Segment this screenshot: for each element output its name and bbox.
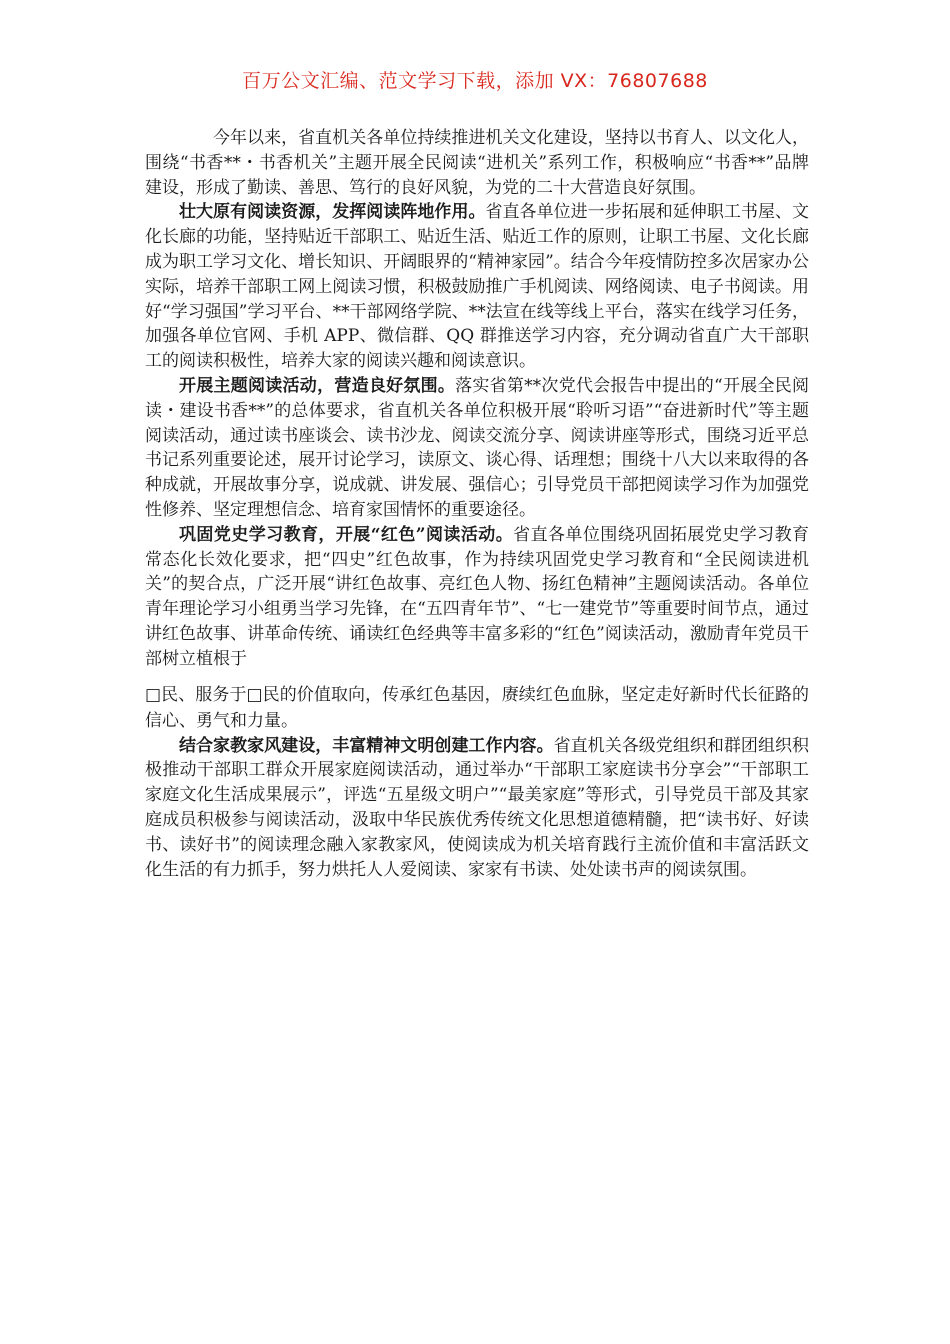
paragraph-text: 今年以来，省直机关各单位持续推进机关文化建设，坚持以书育人、以文化人，围绕“书香**・书香机关”主题开展全民阅读“进机关”系列工作，积极响应“书香**”品牌建设，形成了勤读、善思、笃行的良好风貌，为党的二十大营造良好氛围。 xyxy=(145,128,809,198)
paragraph-heading: 壮大原有阅读资源，发挥阅读阵地作用。 xyxy=(179,202,486,223)
paragraph-text: □民、服务于□民的价值取向，传承红色基因，赓续红色血脉，坚定走好新时代长征路的信心、勇气和力量。 xyxy=(145,684,809,731)
paragraph-family-tradition xyxy=(145,734,809,883)
document-body xyxy=(145,126,809,882)
paragraph-text: 落实省第**次党代会报告中提出的“开展全民阅读・建设书香**”的总体要求，省直机关各单位积极开展“聆听习语”“奋进新时代”等主题阅读活动，通过读书座谈会、读书沙龙、阅读交流分享、阅读讲座等形式，围绕习近平总书记系列重要论述，展开讨论学习，读原文、谈心得、话理想；围绕十八大以来取得的各种成就，开展故事分享，说成就、讲发展、强信心；引导党员干部把阅读学习作为加强党性修养、坚定理想信念、培育家国情怀的重要途径。 xyxy=(145,375,809,520)
promo-banner: 百万公文汇编、范文学习下载，添加 VX：76807688 xyxy=(242,70,708,92)
paragraph-heading: 结合家教家风建设，丰富精神文明创建工作内容。 xyxy=(179,735,554,756)
paragraph-text: 省直各单位围绕巩固拓展党史学习教育常态化长效化要求，把“四史”红色故事，作为持续巩固党史学习教育和“全民阅读进机关”的契合点，广泛开展“讲红色故事、亮红色人物、扬红色精神”主题阅读活动。各单位青年理论学习小组勇当学习先锋，在“五四青年节”、“七一建党节”等重要时间节点，通过讲红色故事、讲革命传统、诵读红色经典等丰富多彩的“红色”阅读活动，激励青年党员干部树立植根于 xyxy=(145,524,810,669)
paragraph-reading-resources xyxy=(145,200,809,374)
paragraph-red-reading xyxy=(145,523,809,672)
paragraph-text: 省直机关各级党组织和群团组织积极推动干部职工群众开展家庭阅读活动，通过举办“干部职工家庭读书分享会”“干部职工家庭文化生活成果展示”，评选“五星级文明户”“最美家庭”等形式，引导党员干部及其家庭成员积极参与阅读活动，汲取中华民族优秀传统文化思想道德精髓，把“读书好、好读书、读好书”的阅读理念融入家教家风，使阅读成为机关培育践行主流价值和丰富活跃文化生活的有力抓手，努力烘托人人爱阅读、家家有书读、处处读书声的阅读氛围。 xyxy=(145,735,810,880)
paragraph-red-reading-continued xyxy=(145,682,809,734)
paragraph-themed-reading xyxy=(145,374,809,523)
line-gap xyxy=(145,672,809,682)
paragraph-text: 省直各单位进一步拓展和延伸职工书屋、文化长廊的功能，坚持贴近干部职工、贴近生活、贴近工作的原则，让职工书屋、文化长廊成为职工学习文化、增长知识、开阔眼界的“精神家园”。结合今年疫情防控多次居家办公实际，培养干部职工网上阅读习惯，积极鼓励推广手机阅读、网络阅读、电子书阅读。用好“学习强国”学习平台、**干部网络学院、**法宣在线等线上平台，落实在线学习任务，加强各单位官网、手机 APP、微信群、QQ 群推送学习内容，充分调动省直广大干部职工的阅读积极性，培养大家的阅读兴趣和阅读意识。 xyxy=(145,202,809,372)
paragraph-intro xyxy=(145,126,809,200)
paragraph-heading: 开展主题阅读活动，营造良好氛围。 xyxy=(179,375,456,396)
paragraph-heading: 巩固党史学习教育，开展“红色”阅读活动。 xyxy=(179,524,514,545)
